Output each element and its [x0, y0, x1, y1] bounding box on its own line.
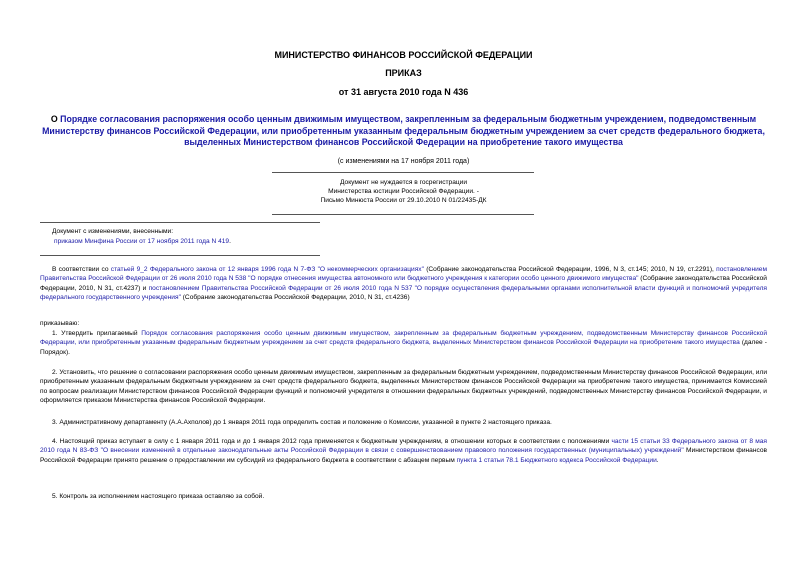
notice-line-2: Министерства юстиции Российской Федерации. -: [328, 188, 479, 196]
divider-notice-bottom: [272, 214, 534, 215]
revision-note: (с изменениями на 17 ноября 2011 года): [337, 158, 470, 165]
changes-block: [52, 227, 352, 248]
item-4-text-1: 4. Настоящий приказ вступает в силу с 1 января 2011 года и до 1 января 2012 года применяется к бюджетным учреждениям, в отношении которых в соответствии с положениями: [52, 438, 612, 445]
item-1-procedure-link[interactable]: Порядок согласования распоряжения особо ценным движимым имуществом, закрепленным за федеральным бюджетным учреждением, подведомственным Министерству финансов Российской Федерации, или приобретенным указанным федеральным бюджетным учреждением за счет средств федерального бюджета, выделенных Министерством финансов Российской Федерации на приобретение такого имущества: [40, 330, 767, 347]
preamble-paragraph: [40, 265, 767, 303]
item-4-law-link[interactable]: части 15 статьи 33 Федерального закона от 8 мая 2010 года N 83-ФЗ "О внесении изменений в отдельные законодательные акты Российской Федерации в связи с совершенствованием правового положения государственных (муниципальных) учреждений": [40, 438, 767, 455]
item-1-text-1: 1. Утвердить прилагаемый: [52, 330, 142, 337]
title-link[interactable]: Порядке согласования распоряжения особо ценным движимым имуществом, закрепленным за федеральным бюджетным учреждением, подведомственным Министерству финансов Российской Федерации, или приобретенным указанным федеральным бюджетным учреждением за счет средств федерального бюджета, выделенных Министерством финансов Российской Федерации на приобретение такого имущества: [42, 114, 765, 147]
preamble-link-law[interactable]: статьей 9_2 Федерального закона от 12 января 1996 года N 7-ФЗ "О некоммерческих организациях": [110, 266, 424, 273]
document-title: [40, 114, 767, 149]
notice-line-1: Документ не нуждается в госрегистрации: [339, 179, 468, 186]
item-5-paragraph: 5. Контроль за исполнением настоящего приказа оставляю за собой.: [52, 493, 265, 500]
orders-label: приказываю:: [40, 320, 80, 327]
item-1-text-2: (далее - Порядок).: [40, 339, 767, 356]
date-number-heading: от 31 августа 2010 года N 436: [338, 87, 469, 97]
item-1-paragraph: [40, 329, 767, 357]
divider-changes-top: [40, 222, 320, 223]
preamble-text-4: (Собрание законодательства Российской Федерации, 2010, N 31, ст.4236): [180, 294, 410, 302]
item-4-text-2: Министерством финансов Российской Федерации принято решение о предоставлении им субсидий из федерального бюджета в соответствии с абзацем первым: [40, 447, 768, 464]
changes-label: Документ с изменениями, внесенными:: [52, 228, 174, 235]
preamble-text-3: (Собрание законодательства Российской Федерации, 2010, N 31, ст.4237) и: [40, 275, 767, 292]
doc-type-heading: ПРИКАЗ: [385, 68, 422, 78]
changes-link[interactable]: приказом Минфина России от 17 ноября 2011 года N 419: [54, 238, 230, 246]
notice-line-3: Письмо Минюста России от 29.10.2010 N 01/22435-ДК: [320, 197, 487, 205]
changes-link-line: [52, 237, 352, 247]
preamble-link-decree-537[interactable]: постановлением Правительства Российской Федерации от 26 июля 2010 года N 537 "О порядке осуществления федеральными органами исполнительной власти функций и полномочий учредителя федерального государственного учреждения": [40, 284, 767, 302]
item-4-paragraph: [40, 437, 767, 465]
registration-notice: [270, 178, 537, 206]
item-4-budget-code-link[interactable]: пункта 1 статьи 78.1 Бюджетного кодекса Российской Федерации: [456, 456, 657, 464]
ministry-heading: МИНИСТЕРСТВО ФИНАНСОВ РОССИЙСКОЙ ФЕДЕРАЦИИ: [274, 50, 533, 60]
divider-changes-bottom: [40, 255, 320, 256]
item-4-text-3: .: [656, 456, 659, 464]
title-prefix: О: [50, 114, 61, 124]
preamble-link-decree-538[interactable]: постановлением Правительства Российской Федерации от 26 июля 2010 года N 538 "О порядке отнесения имущества автономного или бюджетного учреждения к категории особо ценного движимого имущества": [40, 266, 767, 283]
preamble-text-2: (Собрание законодательства Российской Федерации, 1996, N 3, ст.145; 2010, N 19, ст.2291),: [423, 266, 717, 273]
preamble-text-1: В соответствии со: [52, 266, 111, 273]
changes-suffix: .: [229, 238, 231, 246]
item-3-paragraph: 3. Административному департаменту (А.А.Ахполов) до 1 января 2011 года определить состав и положение о Комиссии, указанной в пункте 2 настоящего приказа.: [52, 419, 552, 426]
divider-top: [272, 172, 534, 173]
item-2-paragraph: 2. Установить, что решение о согласовании распоряжения особо ценным движимым имуществом, закрепленным за федеральным бюджетным учреждением, подведомственным Министерству финансов Российской Федерации, или приобретенным указанным федеральным бюджетным учреждением за счет средств федерального бюджета, выделенных Министерством финансов Российской Федерации на приобретение такого имущества, принимается Комиссией по вопросам реализации Министерством финансов Российской Федерации функций и полномочий учредителя в отношении федеральных бюджетных учреждений, подведомственных Министерству финансов Российской Федерации, и оформляется приказом Министерства финансов Российской Федерации.: [40, 369, 767, 405]
